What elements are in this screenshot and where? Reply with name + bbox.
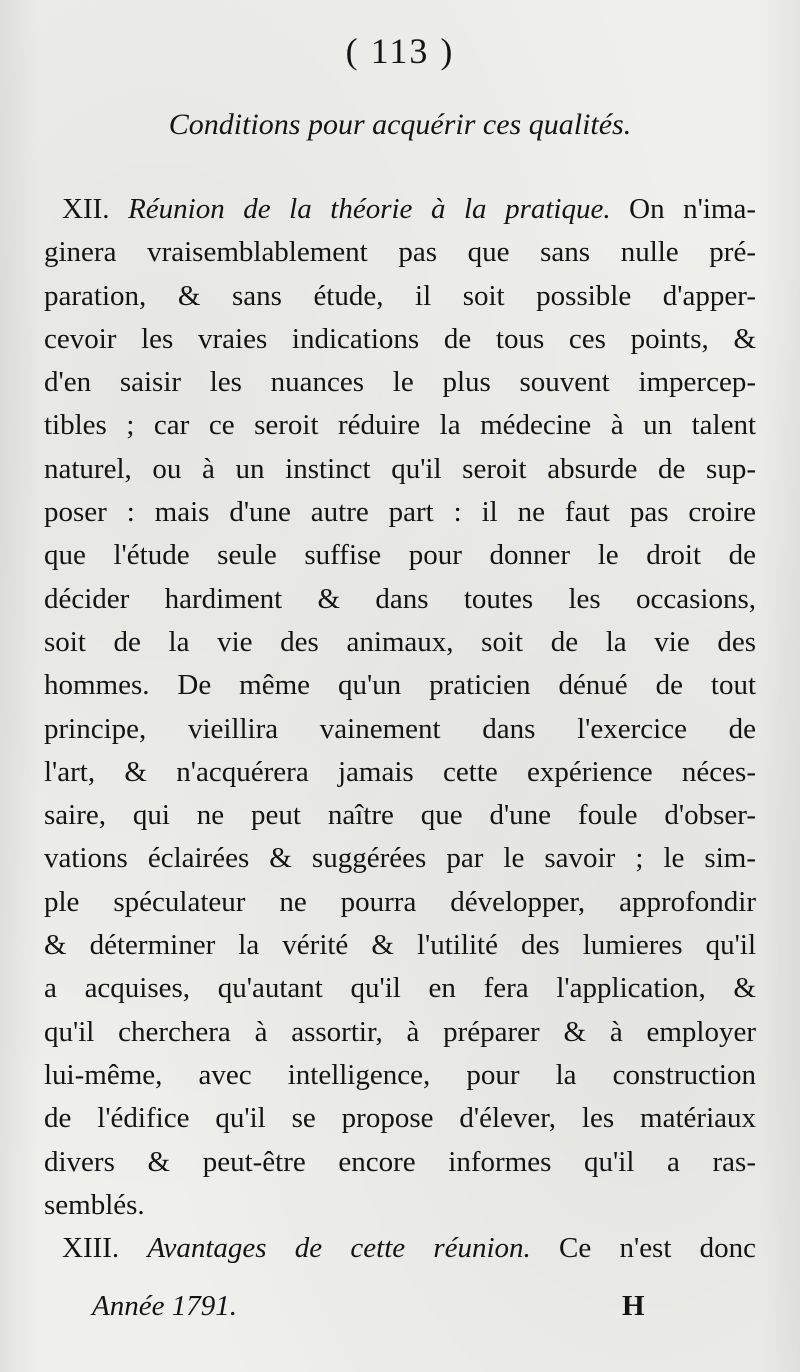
signature-mark: H xyxy=(622,1290,645,1322)
text-line: paration, & sans étude, il soit possible d'apper- xyxy=(44,279,756,312)
text-line: tibles ; car ce seroit réduire la médecine à un talent xyxy=(44,409,756,442)
text-line: & déterminer la vérité & l'utilité des lumieres qu'il xyxy=(44,929,756,962)
section-number: XII. xyxy=(62,193,110,225)
text-line: l'art, & n'acquérera jamais cette expérience néces- xyxy=(44,755,756,788)
text-line: divers & peut-être encore informes qu'il a ras- xyxy=(44,1145,756,1178)
text-line: ple spéculateur ne pourra développer, approfondir xyxy=(44,885,756,918)
text-line: qu'il cherchera à assortir, à préparer & à employer xyxy=(44,1015,756,1048)
section-text-start: Ce n'est donc xyxy=(559,1232,756,1265)
text-line: poser : mais d'une autre part : il ne faut pas croire xyxy=(44,496,756,529)
text-line: de l'édifice qu'il se propose d'élever, les matériaux xyxy=(44,1102,756,1135)
section-number: XIII. xyxy=(62,1232,120,1265)
section-title: Réunion de la théorie à la pratique. xyxy=(128,193,611,225)
text-line: lui-même, avec intelligence, pour la construction xyxy=(44,1058,756,1091)
text-line: vations éclairées & suggérées par le savoir ; le sim- xyxy=(44,842,756,875)
text-line: saire, qui ne peut naître que d'une foule d'obser- xyxy=(44,799,756,832)
text-line: décider hardiment & dans toutes les occasions, xyxy=(44,582,756,615)
text-line: que l'étude seule suffise pour donner le droit de xyxy=(44,539,756,572)
section-xiii-first-line xyxy=(44,1227,756,1270)
text-line: semblés. xyxy=(44,1188,145,1221)
text-line: cevoir les vraies indications de tous ces points, & xyxy=(44,322,756,355)
text-line: d'en saisir les nuances le plus souvent impercep- xyxy=(44,366,756,399)
year-label: Année 1791. xyxy=(92,1290,237,1322)
section-xii-first-line xyxy=(44,188,756,231)
text-line: ginera vraisemblablement pas que sans nulle pré- xyxy=(44,236,756,269)
text-line: hommes. De même qu'un praticien dénué de tout xyxy=(44,669,756,702)
page-footer xyxy=(92,1284,652,1328)
section-text-start: On n'ima- xyxy=(629,193,756,225)
section-heading: Conditions pour acquérir ces qualités. xyxy=(168,108,632,141)
text-line: a acquises, qu'autant qu'il en fera l'application, & xyxy=(44,972,756,1005)
section-title: Avantages de cette réunion. xyxy=(147,1232,531,1265)
text-line: principe, vieillira vainement dans l'exercice de xyxy=(44,712,756,745)
text-line: naturel, ou à un instinct qu'il seroit absurde de sup- xyxy=(44,452,756,485)
page-number: ( 113 ) xyxy=(345,31,455,71)
text-line: soit de la vie des animaux, soit de la vie des xyxy=(44,625,756,658)
body-text xyxy=(44,188,756,1270)
